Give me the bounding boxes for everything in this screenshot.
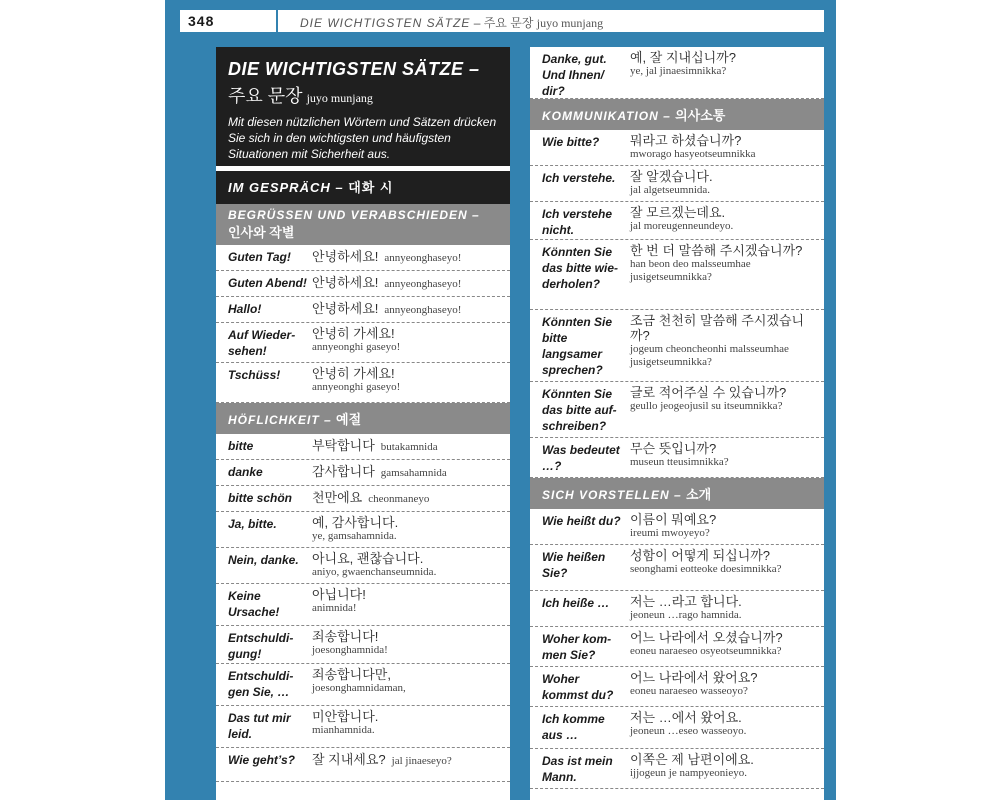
german-phrase: Ich verstehe.	[542, 171, 616, 185]
translation	[310, 706, 510, 747]
phrase-row	[530, 591, 824, 627]
german-phrase: Entschuldi-gung!	[228, 631, 294, 661]
korean-phrase: 천만에요	[312, 490, 363, 505]
section-politeness: HÖFLICHKEIT – 예절	[216, 403, 510, 434]
translation	[628, 202, 824, 239]
romanization: eoneu naraeseo osyeotseumnikka?	[630, 645, 782, 657]
phrase-row	[216, 486, 510, 512]
german-phrase: Das ist mein Mann.	[542, 754, 613, 784]
german-phrase: Guten Tag!	[228, 250, 291, 264]
korean-phrase: 아니요, 괜찮습니다.	[312, 551, 424, 566]
korean-phrase: 저는 …라고 합니다.	[630, 594, 742, 609]
korean-phrase: 글로 적어주실 수 있습니까?	[630, 385, 787, 400]
korean-phrase: 예, 감사합니다.	[312, 515, 399, 530]
running-title: DIE WICHTIGSTEN SÄTZE – 주요 문장 juyo munjang	[300, 16, 604, 30]
german-phrase: Auf Wieder-sehen!	[228, 328, 296, 358]
korean-phrase: 잘 알겠습니다.	[630, 169, 713, 184]
translation	[310, 584, 510, 625]
romanization: geullo jeogeojusil su itseumnikka?	[630, 400, 783, 412]
german-phrase: Könnten Sie das bitte auf-schreiben?	[542, 387, 617, 433]
phrase-row	[530, 438, 824, 478]
phrase-row	[216, 626, 510, 664]
german-phrase: Nein, danke.	[228, 553, 299, 567]
german-phrase: Könnten Sie bitte langsamer sprechen?	[542, 315, 613, 377]
continued-list	[530, 47, 824, 99]
romanization: aniyo, gwaenchanseumnida.	[312, 566, 437, 578]
phrase-row	[216, 512, 510, 548]
translation	[628, 166, 824, 201]
german-phrase: Wie bitte?	[542, 135, 600, 149]
korean-phrase: 어느 나라에서 왔어요?	[630, 670, 758, 685]
translation	[628, 438, 824, 477]
romanization: jal moreugenneundeyo.	[630, 220, 734, 232]
translation	[628, 545, 824, 590]
phrase-row	[530, 749, 824, 789]
phrase-row	[530, 310, 824, 382]
korean-phrase: 성함이 어떻게 되십니까?	[630, 548, 771, 563]
page-number: 348	[188, 13, 215, 29]
romanization: ye, gamsahamnida.	[312, 530, 397, 542]
romanization: annyeonghaseyo!	[384, 304, 462, 316]
romanization: joesonghamnidaman,	[312, 682, 406, 694]
intro-subtitle: 주요 문장 juyo munjang	[228, 86, 373, 106]
romanization: jeoneun …eseo wasseoyo.	[630, 725, 747, 737]
german-phrase: Könnten Sie das bitte wie-derholen?	[542, 245, 619, 291]
romanization: animnida!	[312, 602, 357, 614]
german-phrase: Keine Ursache!	[228, 589, 280, 619]
korean-phrase: 안녕히 가세요!	[312, 366, 395, 381]
german-phrase: Wie heißt du?	[542, 514, 621, 528]
phrase-row	[216, 748, 510, 782]
romanization: joesonghamnida!	[312, 644, 388, 656]
greetings-list	[216, 245, 510, 403]
korean-phrase: 조금 천천히 말씀해 주시겠습니까?	[630, 313, 805, 343]
translation	[628, 47, 824, 98]
phrase-row	[216, 664, 510, 706]
romanization: seonghami eotteoke doesimnikka?	[630, 563, 782, 575]
introduce-list	[530, 509, 824, 789]
communication-list	[530, 130, 824, 478]
romanization: han beon deo malsseumhae jusigetseumnikka?	[630, 258, 751, 283]
german-phrase: Hallo!	[228, 302, 262, 316]
translation	[628, 591, 824, 626]
german-phrase: Ja, bitte.	[228, 517, 277, 531]
korean-phrase: 미안합니다.	[312, 709, 379, 724]
german-phrase: Tschüss!	[228, 368, 281, 382]
translation	[310, 486, 510, 511]
german-phrase: Ich komme aus …	[542, 712, 605, 742]
romanization: eoneu naraeseo wasseoyo?	[630, 685, 748, 697]
korean-phrase: 예, 잘 지내십니까?	[630, 50, 736, 65]
korean-phrase: 한 번 더 말씀해 주시겠습니까?	[630, 243, 803, 258]
translation	[310, 245, 510, 270]
phrase-row	[216, 548, 510, 584]
german-phrase: Das tut mir leid.	[228, 711, 291, 741]
romanization: mianhamnida.	[312, 724, 375, 736]
korean-phrase: 무슨 뜻입니까?	[630, 441, 717, 456]
phrase-row	[530, 240, 824, 310]
korean-phrase: 이쪽은 제 남편이에요.	[630, 752, 754, 767]
section-greetings: BEGRÜSSEN UND VERABSCHIEDEN – 인사와 작별	[216, 204, 510, 245]
korean-phrase: 안녕하세요!	[312, 275, 379, 290]
romanization: gamsahamnida	[380, 467, 447, 479]
romanization: museun tteusimnikka?	[630, 456, 729, 468]
translation	[310, 271, 510, 296]
romanization: annyeonghaseyo!	[384, 278, 462, 290]
translation	[628, 509, 824, 544]
phrase-row	[530, 130, 824, 166]
romanization: mworago hasyeotseumnikka	[630, 148, 756, 160]
romanization: jal algetseumnida.	[630, 184, 711, 196]
romanization: ijjogeun je nampyeonieyo.	[630, 767, 747, 779]
section-conversation: IM GESPRÄCH – 대화 시	[216, 166, 510, 204]
german-phrase: Woher kom-men Sie?	[542, 632, 612, 662]
translation	[310, 626, 510, 663]
translation	[310, 434, 510, 459]
phrase-row	[216, 460, 510, 486]
phrase-row	[216, 434, 510, 460]
translation	[310, 512, 510, 547]
translation	[628, 667, 824, 706]
book-page	[165, 0, 836, 800]
german-phrase: bitte schön	[228, 491, 293, 505]
romanization: ireumi mwoyeyo?	[630, 527, 710, 539]
korean-phrase: 잘 지내세요?	[312, 752, 386, 767]
translation	[628, 707, 824, 748]
romanization: annyeonghaseyo!	[384, 252, 462, 264]
korean-phrase: 부탁합니다	[312, 438, 375, 453]
phrase-row	[530, 667, 824, 707]
romanization: jogeum cheoncheonhi malsseumhae jusigetseumnikka?	[630, 343, 789, 368]
translation	[310, 748, 510, 781]
romanization: ye, jal jinaesimnikka?	[630, 65, 727, 77]
german-phrase: Wie geht’s?	[228, 753, 296, 767]
phrase-row	[530, 47, 824, 99]
german-phrase: Wie heißen Sie?	[542, 550, 606, 580]
left-column	[216, 47, 510, 800]
korean-phrase: 안녕히 가세요!	[312, 326, 395, 341]
intro-box	[216, 47, 510, 166]
german-phrase: Was bedeutet …?	[542, 443, 620, 473]
translation	[628, 310, 824, 381]
romanization: jal jinaeseyo?	[391, 755, 452, 767]
korean-phrase: 죄송합니다만,	[312, 667, 391, 682]
korean-phrase: 아닙니다!	[312, 587, 366, 602]
translation	[628, 749, 824, 788]
intro-description: Mit diesen nützlichen Wörtern und Sätzen drücken Sie sich in den wichtigsten und häufigsten Situationen mit Sicherheit aus.	[228, 115, 497, 161]
translation	[310, 460, 510, 485]
translation	[628, 382, 824, 437]
korean-phrase: 이름이 뭐예요?	[630, 512, 717, 527]
section-introduce: SICH VORSTELLEN – 소개	[530, 478, 824, 509]
header-divider	[276, 10, 278, 32]
right-column	[530, 47, 824, 800]
romanization: butakamnida	[380, 441, 438, 453]
translation	[628, 627, 824, 666]
phrase-row	[216, 363, 510, 403]
german-phrase: Danke, gut. Und Ihnen/ dir?	[542, 52, 607, 98]
intro-title: DIE WICHTIGSTEN SÄTZE –	[228, 59, 480, 79]
german-phrase: danke	[228, 465, 263, 479]
translation	[310, 323, 510, 362]
phrase-row	[216, 271, 510, 297]
phrase-row	[216, 245, 510, 271]
translation	[628, 240, 824, 309]
phrase-row	[216, 297, 510, 323]
romanization: jeoneun …rago hamnida.	[630, 609, 742, 621]
phrase-row	[216, 584, 510, 626]
korean-phrase: 뭐라고 하셨습니까?	[630, 133, 742, 148]
romanization: annyeonghi gaseyo!	[312, 341, 401, 353]
german-phrase: Entschuldi-gen Sie, …	[228, 669, 294, 699]
translation	[310, 363, 510, 402]
korean-phrase: 저는 …에서 왔어요.	[630, 710, 742, 725]
german-phrase: bitte	[228, 439, 254, 453]
phrase-row	[530, 509, 824, 545]
german-phrase: Woher kommst du?	[542, 672, 614, 702]
running-header	[180, 10, 824, 32]
korean-phrase: 어느 나라에서 오셨습니까?	[630, 630, 783, 645]
korean-phrase: 감사합니다	[312, 464, 375, 479]
korean-phrase: 안녕하세요!	[312, 301, 379, 316]
korean-phrase: 잘 모르겠는데요.	[630, 205, 726, 220]
german-phrase: Ich verstehe nicht.	[542, 207, 613, 237]
phrase-row	[530, 166, 824, 202]
politeness-list	[216, 434, 510, 782]
phrase-row	[216, 706, 510, 748]
translation	[310, 664, 510, 705]
german-phrase: Guten Abend!	[228, 276, 307, 290]
translation	[310, 297, 510, 322]
phrase-row	[530, 202, 824, 240]
translation	[628, 130, 824, 165]
romanization: annyeonghi gaseyo!	[312, 381, 401, 393]
phrase-row	[530, 382, 824, 438]
korean-phrase: 안녕하세요!	[312, 249, 379, 264]
phrase-row	[530, 545, 824, 591]
korean-phrase: 죄송합니다!	[312, 629, 379, 644]
phrase-row	[530, 707, 824, 749]
section-communication: KOMMUNIKATION – 의사소통	[530, 99, 824, 130]
phrase-row	[530, 627, 824, 667]
german-phrase: Ich heiße …	[542, 596, 610, 610]
translation	[310, 548, 510, 583]
phrase-row	[216, 323, 510, 363]
romanization: cheonmaneyo	[368, 493, 430, 505]
